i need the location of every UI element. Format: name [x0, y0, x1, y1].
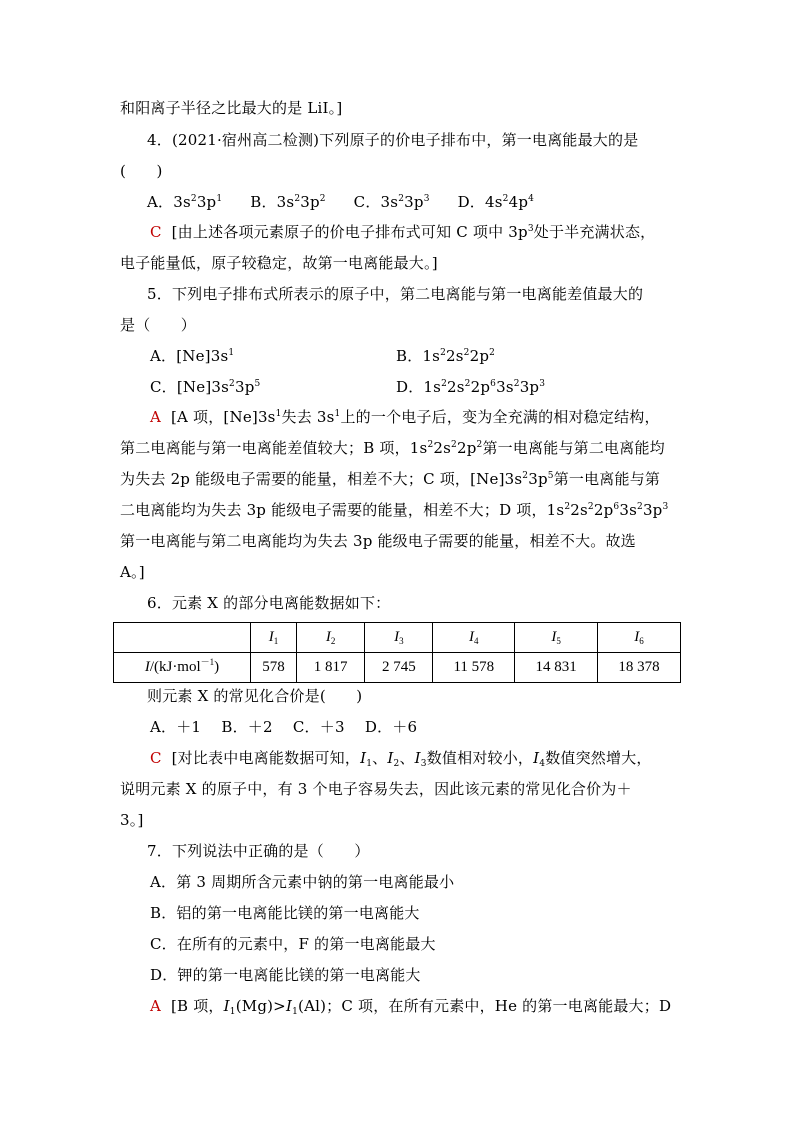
question-6-explanation-2: 说明元素 X 的原子中，有 3 个电子容易失去，因此该元素的常见化合价为＋: [120, 780, 632, 798]
answer-label: A: [150, 408, 162, 426]
table-row-label: I/(kJ·mol$^{-1}$): [114, 653, 251, 683]
option-a: A．$3s^23p^1$: [147, 193, 223, 211]
table-header-cell: $I_2$: [297, 623, 365, 653]
question-7-option-a: A．第 3 周期所含元素中钠的第一电离能最小: [150, 873, 455, 891]
option-b: B．$3s^23p^2$: [250, 193, 326, 211]
ionization-energy-table: [113, 622, 681, 683]
text-line: 和阳离子半径之比最大的是 LiI。]: [120, 99, 343, 117]
question-5-option-a: A．$[Ne]3s^1$: [150, 347, 235, 365]
question-6-options: A．＋1 B．＋2 C．＋3 D．＋6: [150, 718, 418, 736]
table-cell: 14 831: [515, 653, 598, 683]
question-5-explanation-2: 第二电离能与第一电离能差值较大；B 项，$1s^22s^22p^2$第一电离能与第二电离能均: [120, 439, 665, 457]
question-5-explanation-4: 二电离能均为失去 3p 能级电子需要的能量，相差不大；D 项，$1s^22s^22p^63s^23p^3$: [120, 501, 669, 519]
table-header-cell: $I_4$: [433, 623, 515, 653]
question-4-explanation: C [由上述各项元素原子的价电子排布式可知 C 项中 $3p^3$处于半充满状态，: [150, 223, 656, 241]
question-4-paren: ( ): [120, 162, 163, 180]
question-7-option-c: C．在所有的元素中，F 的第一电离能最大: [150, 935, 436, 953]
question-4-options: [147, 192, 534, 212]
question-6-stem: 6．元素 X 的部分电离能数据如下：: [147, 594, 391, 612]
question-6-after-table: 则元素 X 的常见化合价是( ): [147, 687, 363, 705]
question-7-stem: 7．下列说法中正确的是（ ）: [147, 842, 370, 860]
question-5-option-c: C．$[Ne]3s^23p^5$: [150, 378, 261, 396]
table-cell: 2 745: [365, 653, 433, 683]
answer-label: A: [150, 997, 162, 1015]
table-cell: 11 578: [433, 653, 515, 683]
table-header-cell: $I_6$: [598, 623, 681, 653]
table-row: [114, 653, 681, 683]
table-header-row: [114, 623, 681, 653]
question-5-stem-cont: 是（ ）: [120, 316, 197, 334]
question-5-explanation-5: 第一电离能与第二电离能均为失去 3p 能级电子需要的能量，相差不大。故选: [120, 532, 636, 550]
question-5-option-d: D．$1s^22s^22p^63s^23p^3$: [396, 378, 546, 396]
table-header-cell: $I_1$: [251, 623, 297, 653]
table-cell: 1 817: [297, 653, 365, 683]
question-5-explanation-6: A。]: [120, 563, 145, 581]
question-7-explanation: A [B 项，$I_1(Mg)>I_1(Al)$；C 项，在所有元素中，He 的第一电离能最大；D: [150, 997, 672, 1017]
answer-label: C: [150, 223, 162, 241]
table-header-cell: $I_3$: [365, 623, 433, 653]
table-corner-cell: [114, 623, 251, 653]
question-7-option-d: D．钾的第一电离能比镁的第一电离能大: [150, 966, 421, 984]
table-header-cell: $I_5$: [515, 623, 598, 653]
question-6-explanation-3: 3。]: [120, 811, 144, 829]
question-5-explanation: A [A 项，$[Ne]3s^1$失去 $3s^1$上的一个电子后，变为全充满的相对稳定结构，: [150, 408, 660, 426]
question-6-explanation: C [对比表中电离能数据可知，$I_1$、$I_2$、$I_3$数值相对较小，$I_4$数值突然增大，: [150, 749, 652, 769]
table-cell: 578: [251, 653, 297, 683]
table-cell: 18 378: [598, 653, 681, 683]
question-5-explanation-3: 为失去 2p 能级电子需要的能量，相差不大；C 项，$[Ne]3s^23p^5$第一电离能与第: [120, 470, 661, 488]
question-4-stem: 4．(2021·宿州高二检测)下列原子的价电子排布中，第一电离能最大的是: [147, 131, 639, 149]
option-c: C．$3s^23p^3$: [353, 193, 430, 211]
question-5-stem: 5．下列电子排布式所表示的原子中，第二电离能与第一电离能差值最大的: [147, 285, 644, 303]
question-4-explanation-cont: 电子能量低，原子较稳定，故第一电离能最大。]: [120, 254, 438, 272]
option-d: D．$4s^24p^4$: [457, 193, 535, 211]
question-7-option-b: B．铝的第一电离能比镁的第一电离能大: [150, 904, 420, 922]
question-5-option-b: B．$1s^22s^22p^2$: [396, 347, 496, 365]
answer-label: C: [150, 749, 162, 767]
